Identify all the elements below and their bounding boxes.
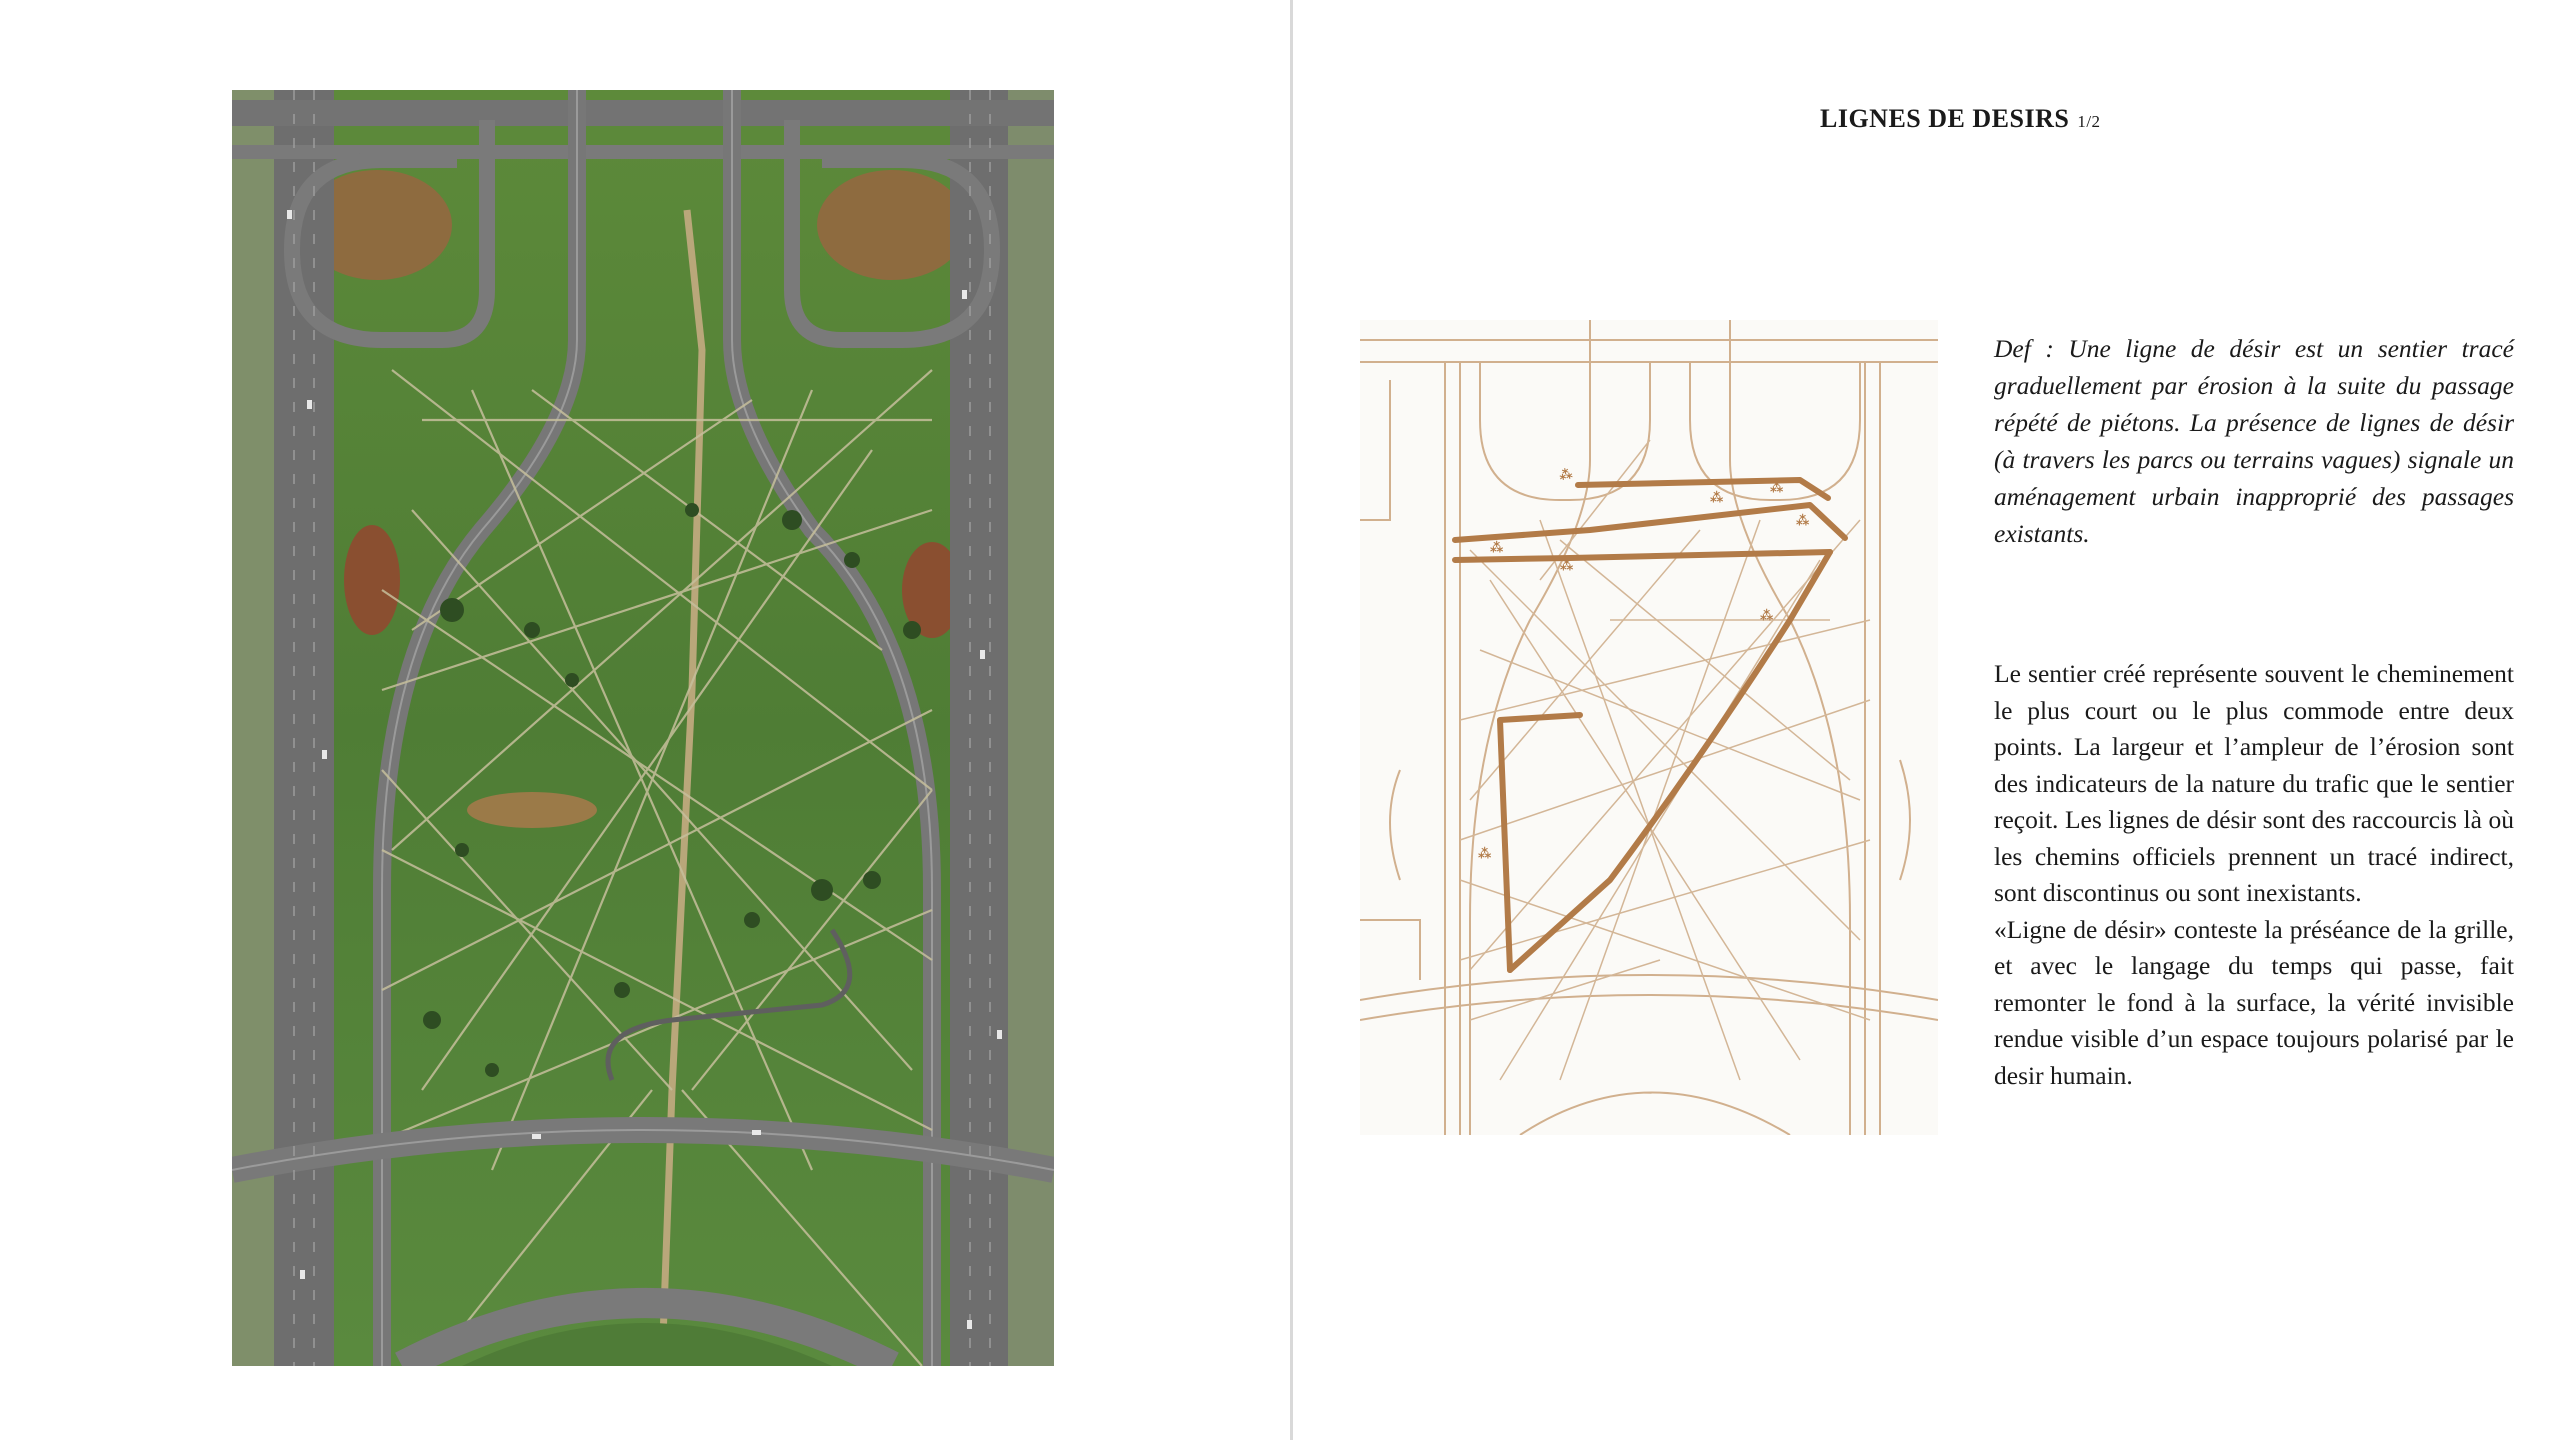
sketch-drawing	[1360, 320, 1938, 1135]
body-text	[1994, 656, 2514, 1094]
page-indicator: 1/2	[2077, 112, 2101, 131]
body-paragraph-1: Le sentier créé représente souvent le cheminement le plus court ou le plus commode entre deux points. La largeur et l’ampleur de l’érosion sont des indicateurs de la nature du trafic que le sentier reçoit. Les lignes de désir sont des raccourcis là où les chemins officiels prennent un tracé indirect, sont discontinus ou sont inexistants.	[1994, 659, 2514, 907]
definition-text: Def : Une ligne de désir est un sentier tracé graduellement par érosion à la suite du passage répété de piétons. La présence de lignes de désir (à travers les parcs ou terrains vagues) signale un aménagement urbain inapproprié des passages existants.	[1994, 334, 2514, 548]
svg-text:⁂: ⁂	[1770, 481, 1784, 496]
body-paragraph-2: «Ligne de désir» conteste la préséance de la grille, et avec le langage du temps qui passe, fait remonter le fond à la surface, la vérité invisible rendue visible d’un espace toujours polarisé par le desir humain.	[1994, 914, 2514, 1090]
svg-text:⁂: ⁂	[1560, 559, 1574, 574]
page-title	[1820, 104, 2320, 134]
svg-text:⁂: ⁂	[1760, 609, 1774, 624]
page-title-text: LIGNES DE DESIRS	[1820, 104, 2070, 133]
svg-text:⁂: ⁂	[1478, 847, 1492, 862]
svg-text:⁂: ⁂	[1490, 541, 1504, 556]
desire-lines-sketch	[1360, 320, 1938, 1135]
aerial-photo	[232, 90, 1054, 1366]
aerial-photo-image	[232, 90, 1054, 1366]
svg-text:⁂: ⁂	[1710, 491, 1724, 506]
svg-text:⁂: ⁂	[1558, 466, 1574, 484]
svg-text:⁂: ⁂	[1796, 514, 1810, 529]
